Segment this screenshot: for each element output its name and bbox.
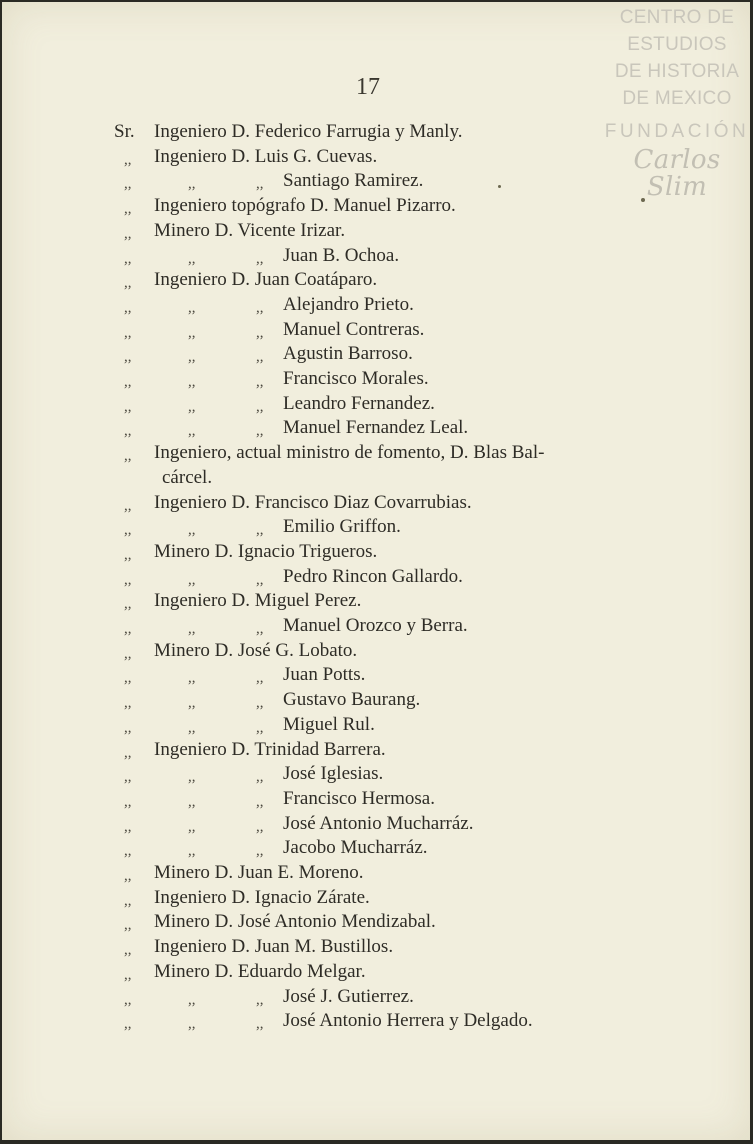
ditto-mark: ,, (256, 719, 264, 736)
ditto-mark: ,, (188, 522, 196, 539)
entry-text: Minero D. Eduardo Melgar. (154, 960, 366, 982)
entry-text: Ingeniero D. Luis G. Cuevas. (154, 145, 378, 167)
ditto-mark: ,, (124, 546, 132, 563)
ditto-mark: ,, (256, 818, 264, 835)
ditto-mark: ,, (124, 374, 132, 390)
ditto-mark: ,, (124, 719, 132, 736)
ditto-mark: ,, (124, 497, 132, 514)
ditto-mark: ,, (256, 695, 264, 712)
list-item (2, 244, 750, 268)
book-page (2, 2, 750, 1140)
entry-text: Miguel Rul. (283, 713, 375, 735)
list-item (2, 836, 750, 860)
list-item (2, 861, 750, 885)
entry-text: Alejandro Prieto. (283, 293, 414, 315)
ditto-mark: ,, (256, 670, 264, 687)
ditto-mark: ,, (256, 324, 264, 341)
entry-text: Agustin Barroso. (283, 343, 413, 365)
ditto-mark: ,, (256, 769, 264, 786)
ditto-mark: ,, (124, 250, 132, 267)
entry-text: Minero D. Vicente Irizar. (154, 219, 346, 241)
ditto-mark: ,, (256, 374, 264, 390)
list-item (2, 441, 750, 465)
ditto-mark: ,, (256, 522, 264, 539)
entry-text: Santiago Ramirez. (283, 170, 424, 192)
ditto-mark: ,, (124, 1016, 132, 1033)
entry-text: José Antonio Mucharráz. (283, 812, 474, 834)
entry-text: Jacobo Mucharráz. (283, 837, 428, 859)
ditto-mark: ,, (188, 299, 196, 316)
member-list (2, 2, 750, 1140)
list-item (2, 318, 750, 342)
title-prefix: Sr. (114, 121, 135, 142)
ditto-mark: ,, (124, 522, 132, 539)
watermark-signature: Carlos Slim (633, 145, 721, 202)
list-item (2, 812, 750, 836)
watermark-line: ESTUDIOS (627, 34, 727, 55)
entry-text: Ingeniero D. Ignacio Zárate. (154, 886, 370, 908)
watermark-foundation: FUNDACIÓN (604, 121, 750, 142)
ditto-mark: ,, (256, 1016, 264, 1033)
list-item (2, 293, 750, 317)
ditto-mark: ,, (124, 818, 132, 835)
list-item (2, 145, 750, 169)
entry-text: Minero D. Ignacio Trigueros. (154, 540, 378, 562)
list-item (2, 1009, 750, 1033)
list-item (2, 515, 750, 539)
list-item (2, 540, 750, 564)
entry-text: José Iglesias. (283, 763, 384, 785)
entry-text: Manuel Contreras. (283, 318, 425, 340)
ditto-mark: ,, (256, 349, 264, 366)
list-item (2, 268, 750, 292)
list-item (2, 713, 750, 737)
entry-text: Francisco Morales. (283, 368, 429, 389)
ditto-mark: ,, (124, 942, 132, 959)
list-item (2, 416, 750, 440)
entry-text: Ingeniero D. Juan M. Bustillos. (154, 936, 394, 958)
ditto-mark: ,, (256, 398, 264, 415)
ditto-mark: ,, (188, 818, 196, 835)
ditto-mark: ,, (188, 176, 196, 193)
ditto-mark: ,, (256, 991, 264, 1008)
ditto-mark: ,, (124, 769, 132, 786)
ditto-mark: ,, (188, 621, 196, 637)
entry-text: José J. Gutierrez. (283, 985, 414, 1007)
ditto-mark: ,, (188, 324, 196, 341)
entry-text: cárcel. (162, 466, 213, 488)
entry-text: Gustavo Baurang. (283, 689, 421, 711)
ditto-mark: ,, (188, 719, 196, 736)
ditto-mark: ,, (124, 596, 132, 613)
entry-text: Francisco Hermosa. (283, 787, 435, 809)
ditto-mark: ,, (124, 843, 132, 860)
page-number: 17 (356, 74, 380, 100)
ditto-mark: ,, (124, 299, 132, 316)
entry-text: José Antonio Herrera y Delgado. (283, 1010, 533, 1032)
list-item (2, 169, 750, 193)
watermark-line: DE MEXICO (622, 88, 732, 109)
entry-text: Minero D. José Antonio Mendizabal. (154, 911, 436, 933)
entry-text: Juan B. Ochoa. (283, 244, 400, 266)
ditto-mark: ,, (256, 571, 264, 588)
list-item (2, 589, 750, 613)
ditto-mark: ,, (124, 448, 132, 465)
ditto-mark: ,, (188, 571, 196, 588)
ditto-mark: ,, (188, 695, 196, 712)
ditto-mark: ,, (124, 744, 132, 761)
list-item (2, 688, 750, 712)
ditto-mark: ,, (124, 793, 132, 810)
ditto-mark: ,, (188, 250, 196, 267)
watermark-line: CENTRO DE (619, 7, 735, 28)
ditto-mark: ,, (124, 917, 132, 934)
entry-text: Ingeniero D. Francisco Diaz Covarrubias. (154, 491, 472, 513)
entry-text: Minero D. Juan E. Moreno. (154, 862, 364, 883)
list-item (2, 787, 750, 811)
list-item (2, 219, 750, 243)
entry-text: Emilio Griffon. (283, 516, 401, 538)
list-item (2, 120, 750, 144)
list-item (2, 565, 750, 589)
ditto-mark: ,, (124, 423, 132, 440)
ditto-mark: ,, (256, 250, 264, 267)
list-item (2, 614, 750, 638)
ditto-mark: ,, (124, 398, 132, 415)
ditto-mark: ,, (124, 670, 132, 687)
ditto-mark: ,, (124, 324, 132, 341)
ditto-mark: ,, (256, 176, 264, 193)
entry-text: Ingeniero D. Federico Farrugia y Manly. (154, 121, 463, 142)
list-item (2, 466, 750, 490)
list-item (2, 886, 750, 910)
ditto-mark: ,, (188, 423, 196, 440)
ditto-mark: ,, (256, 621, 264, 637)
ditto-mark: ,, (188, 1016, 196, 1033)
list-item (2, 663, 750, 687)
entry-text: Manuel Fernandez Leal. (283, 417, 469, 439)
list-item (2, 960, 750, 984)
ditto-mark: ,, (124, 571, 132, 588)
list-item (2, 762, 750, 786)
entry-text: Ingeniero D. Juan Coatáparo. (154, 269, 378, 291)
entry-text: Ingeniero D. Trinidad Barrera. (154, 738, 386, 760)
ditto-mark: ,, (188, 793, 196, 810)
entry-text: Pedro Rincon Gallardo. (283, 565, 463, 587)
ditto-mark: ,, (124, 349, 132, 366)
list-item (2, 738, 750, 762)
ditto-mark: ,, (256, 423, 264, 440)
ditto-mark: ,, (256, 843, 264, 860)
list-item (2, 935, 750, 959)
entry-text: Minero D. José G. Lobato. (154, 639, 358, 661)
list-item (2, 985, 750, 1009)
ditto-mark: ,, (188, 991, 196, 1008)
ink-speck (498, 185, 501, 188)
entry-text: Ingeniero topógrafo D. Manuel Pizarro. (154, 195, 456, 217)
ditto-mark: ,, (124, 275, 132, 292)
ditto-mark: ,, (124, 201, 132, 218)
list-item (2, 910, 750, 934)
ditto-mark: ,, (124, 966, 132, 983)
ditto-mark: ,, (124, 695, 132, 712)
ditto-mark: ,, (188, 769, 196, 786)
ditto-mark: ,, (256, 299, 264, 316)
list-item (2, 392, 750, 416)
entry-text: Juan Potts. (283, 664, 366, 686)
ditto-mark: ,, (188, 670, 196, 687)
ditto-mark: ,, (124, 991, 132, 1008)
entry-text: Ingeniero, actual ministro de fomento, D. Blas Bal- (154, 442, 545, 464)
list-item (2, 342, 750, 366)
entry-text: Ingeniero D. Miguel Perez. (154, 590, 362, 612)
ditto-mark: ,, (256, 793, 264, 810)
watermark-line: DE HISTORIA (614, 61, 740, 82)
list-item (2, 491, 750, 515)
ditto-mark: ,, (124, 225, 132, 242)
ditto-mark: ,, (188, 374, 196, 390)
ditto-mark: ,, (124, 151, 132, 168)
list-item (2, 367, 750, 391)
ditto-mark: ,, (124, 892, 132, 909)
ditto-mark: ,, (124, 868, 132, 884)
ditto-mark: ,, (124, 645, 132, 662)
list-item (2, 194, 750, 218)
entry-text: Leandro Fernandez. (283, 392, 435, 414)
ink-speck (641, 198, 645, 202)
list-item (2, 639, 750, 663)
ditto-mark: ,, (188, 349, 196, 366)
ditto-mark: ,, (124, 176, 132, 193)
ditto-mark: ,, (124, 621, 132, 637)
entry-text: Manuel Orozco y Berra. (283, 615, 468, 636)
ditto-mark: ,, (188, 398, 196, 415)
ditto-mark: ,, (188, 843, 196, 860)
